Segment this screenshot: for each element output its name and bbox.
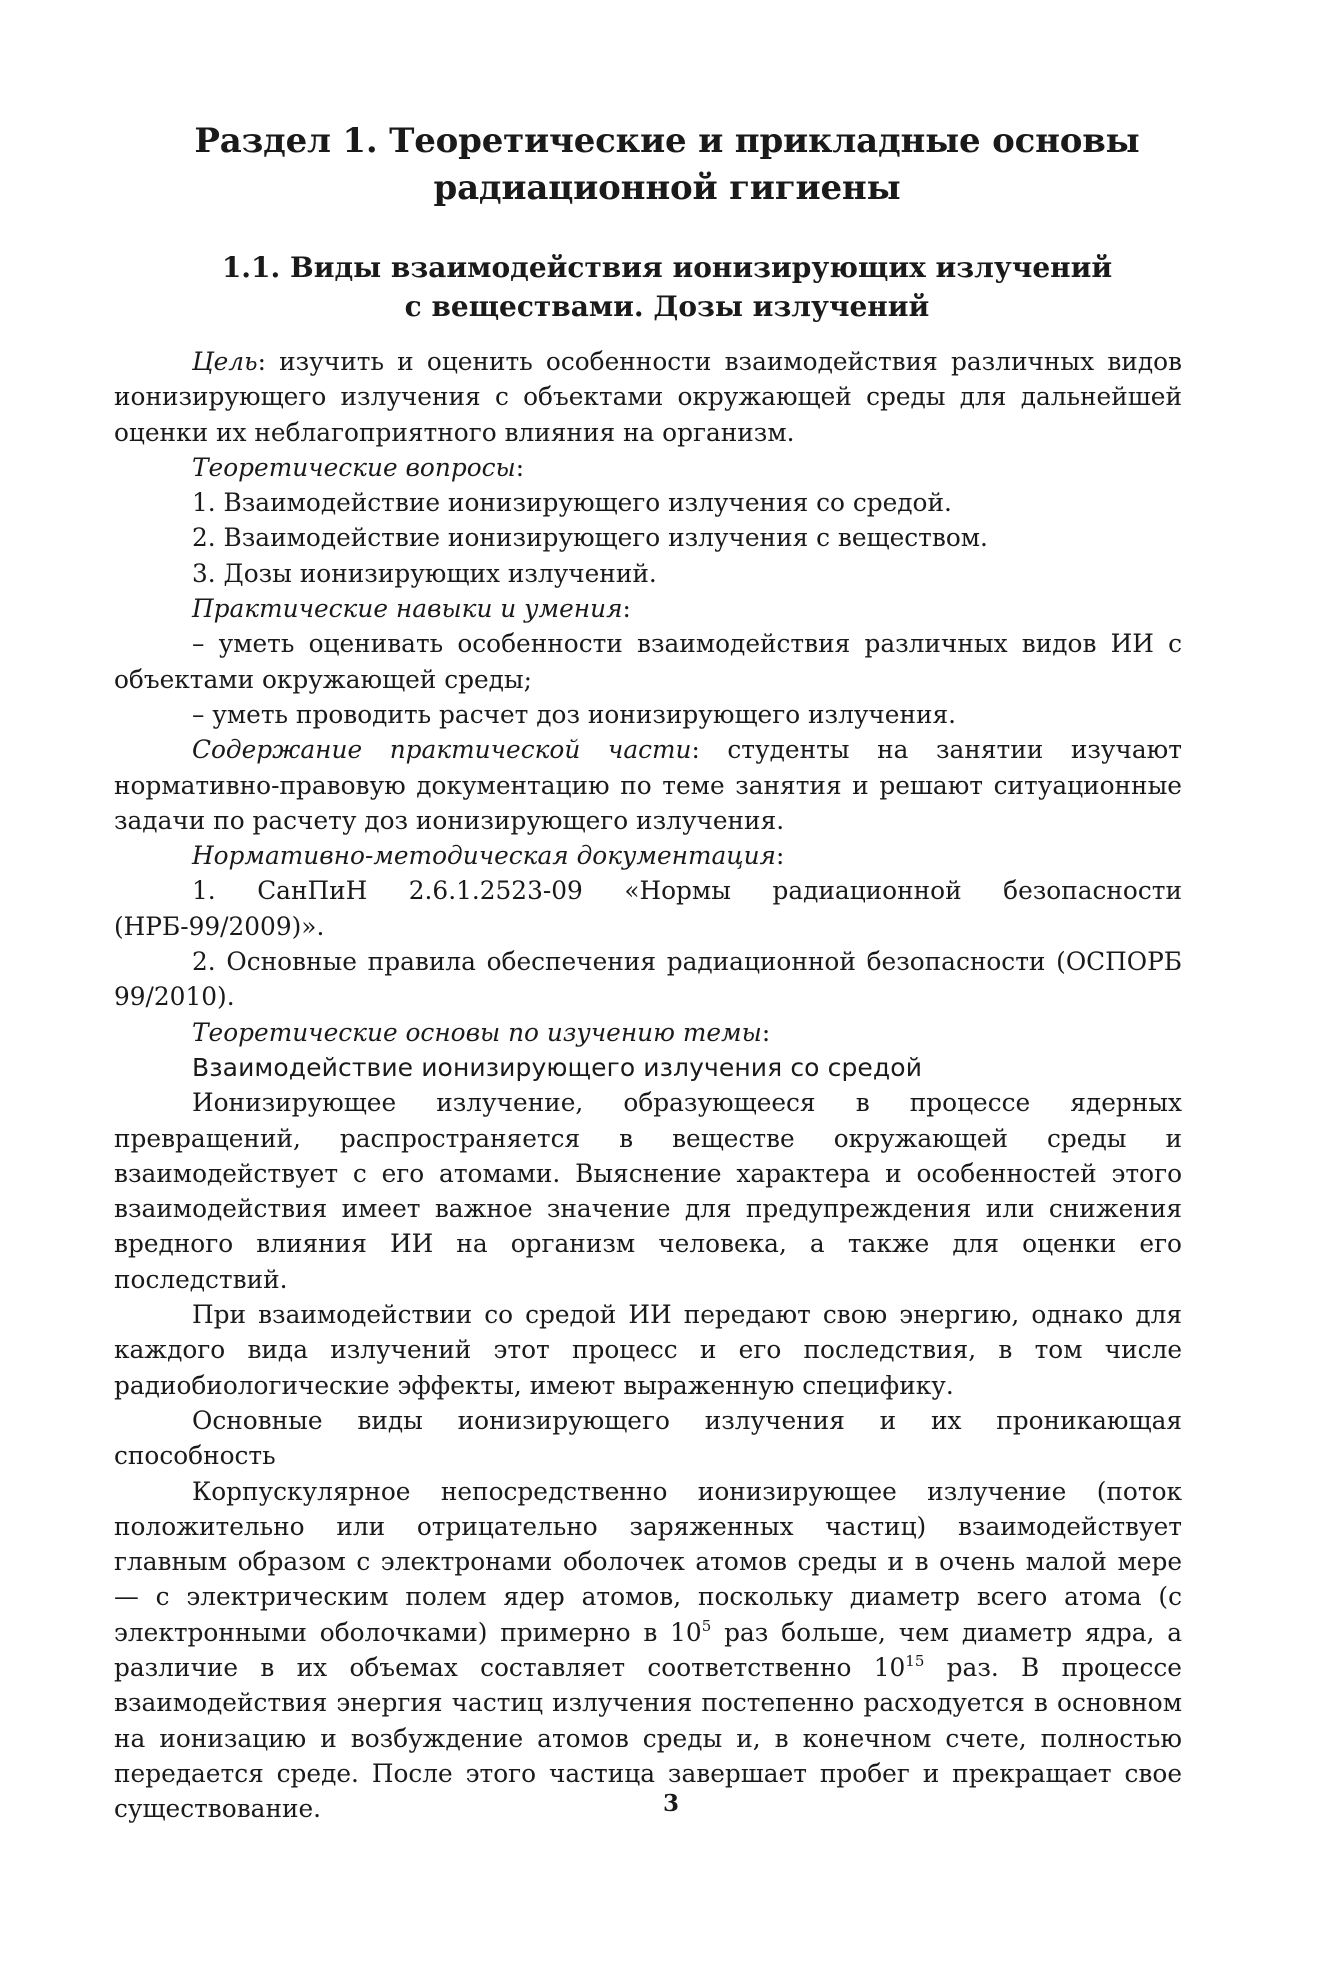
paragraph-1: Ионизирующее излучение, образующееся в процессе ядерных превращений, распространяется в веществе окружающей среды и взаимодействует с его атомами. Выяснение характера и особенностей этого взаимодействия имеет важное значение для предупреждения или снижения вредного влияния ИИ на организм человека, а также для оценки его последствий. (114, 1088, 1182, 1294)
exponent-15: 15 (905, 1651, 925, 1670)
basics-label: Теоретические основы по изучению темы: (192, 1017, 771, 1047)
section-title-line-2: радиационной гигиены (433, 168, 901, 208)
skill-item-2: – уметь проводить расчет доз ионизирующего излучения. (192, 699, 957, 729)
skills-label: Практические навыки и умения: (192, 594, 631, 624)
paragraph-4: Корпускулярное непосредственно ионизирующее излучение (поток положительно или отрицательно заряженных частиц) взаимодействует главным образом с электронами оболочек атомов среды и в очень малой мере — с электрическим полем ядер атомов, поскольку диаметр всего атома (с электронными оболочками) примерно в $10^5$ раз больше, чем диаметр ядра, а различие в их объемах составляет соответственно $10^{15}$ раз. В процессе взаимодействия энергия частиц излучения постепенно расходуется в основном на ионизацию и возбуждение атомов среды и, в конечном счете, полностью передается среде. После этого частица завершает пробег и прекращает свое существование. (114, 1476, 1182, 1824)
page-number: 3 (662, 1790, 679, 1817)
theory-question-1: 1. Взаимодействие ионизирующего излучения со средой. (192, 488, 952, 518)
section-title-line-1: Раздел 1. Теоретические и прикладные основы (194, 121, 1140, 161)
section-title (114, 118, 1182, 212)
practical-paragraph (114, 732, 1182, 838)
basics-heading: Взаимодействие ионизирующего излучения со средой (192, 1052, 923, 1082)
exponent-5: 5 (701, 1616, 712, 1635)
goal-paragraph (114, 344, 1182, 450)
subsection-title-line-1: 1.1. Виды взаимодействия ионизирующих излучений (221, 251, 1113, 284)
practical-label: Содержание практической части (192, 735, 692, 765)
theory-question-3: 3. Дозы ионизирующих излучений. (192, 558, 657, 588)
practical-text: : студенты на занятии изучают нормативно-правовую документацию по теме занятия и решают ситуационные задачи по расчету доз ионизирующего излучения. (114, 735, 1182, 835)
skill-item-1: – уметь оценивать особенности взаимодействия различных видов ИИ с объектами окружающей среды; (114, 629, 1182, 694)
paragraph-2: При взаимодействии со средой ИИ передают свою энергию, однако для каждого вида излучений этот процесс и его последствия, в том числе радиобиологические эффекты, имеют выраженную специфику. (114, 1300, 1182, 1400)
theory-question-2: 2. Взаимодействие ионизирующего излучения с веществом. (192, 523, 988, 553)
goal-label: Цель (192, 347, 258, 376)
goal-text: : изучить и оценить особенности взаимодействия различных видов ионизирующего излучения с объектами окружающей среды для дальнейшей оценки их неблагоприятного влияния на организм. (114, 347, 1182, 447)
subsection-title-line-2: с веществами. Дозы излучений (404, 290, 930, 323)
doc-item-1: 1. СанПиН 2.6.1.2523-09 «Нормы радиационной безопасности (НРБ-99/2009)». (114, 876, 1182, 941)
docs-label: Нормативно-методическая документация: (192, 841, 785, 871)
doc-item-2: 2. Основные правила обеспечения радиационной безопасности (ОСПОРБ 99/2010). (114, 947, 1182, 1012)
paragraph-3: Основные виды ионизирующего излучения и их проникающая способность (114, 1405, 1182, 1471)
theory-questions-label: Теоретические вопросы: (192, 452, 525, 482)
subsection-title (114, 248, 1182, 326)
document-body (114, 344, 1182, 1826)
